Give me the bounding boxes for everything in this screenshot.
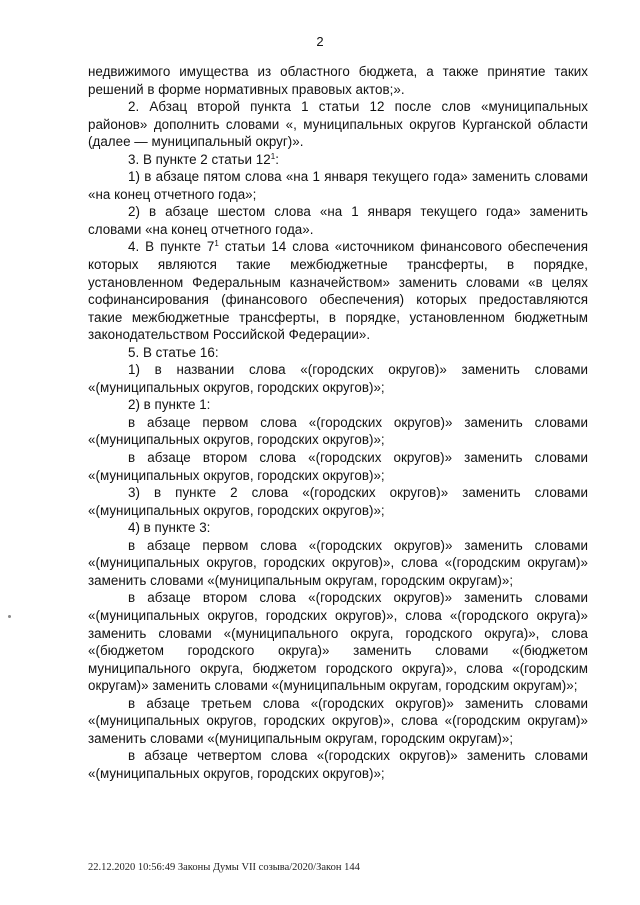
page-footer: 22.12.2020 10:56:49 Законы Думы VII созыва/2020/Закон 144 [88, 862, 360, 873]
superscript: 1 [214, 239, 219, 249]
paragraph-item-2: 2. Абзац второй пункта 1 статьи 12 после слов «муниципальных районов» дополнить словами «, муниципальных округов Курганской области (далее — муниципальный округ)». [88, 99, 588, 150]
paragraph-item-5: 5. В статье 16: [128, 344, 219, 360]
document-body [88, 63, 588, 782]
paragraph-item-4: 4. В пункте $7^1$ статьи 14 слова «источником финансового обеспечения которых являются такие межбюджетные трансферты, в порядке, установленном Федеральным казначейством» заменить словами «в целях софинансирования (финансового обеспечения) которых предоставляются такие межбюджетные трансферты, в порядке, установленном бюджетным законодательством Российской Федерации». [88, 239, 588, 343]
subitem-5-4-c: в абзаце третьем слова «(городских округов)» заменить словами «(муниципальных округов, городских округов)», слова «(городским округам)» заменить словами «(муниципальным округам, городским округам)»; [88, 695, 588, 746]
subitem-5-4-d: в абзаце четвертом слова «(городских округов)» заменить словами «(муниципальных округов, городских округов)»; [88, 748, 588, 781]
subitem-5-4-b: в абзаце втором слова «(городских округов)» заменить словами «(муниципальных округов, городских округов)», слова «(городского округа)» заменить словами «(муниципального округа, городского округа)», слова «(бюджетом городского округа)» заменить словами «(бюджетом муниципального округа, бюджетом городского округа)», слова «(городским округам)» заменить словами «(муниципальным округам, городским округам)»; [88, 590, 588, 694]
superscript: 1 [270, 151, 276, 161]
subitem-5-3: 3) в пункте 2 слова «(городских округов)» заменить словами «(муниципальных округов, городских округов)»; [88, 485, 588, 518]
subitem-5-4-a: в абзаце первом слова «(городских округов)» заменить словами «(муниципальных округов, городских округов)», слова «(городским округам)» заменить словами «(муниципальным округам, городским округам)»; [88, 537, 588, 588]
subitem-5-2: 2) в пункте 1: [128, 397, 211, 413]
page-number: 2 [316, 34, 324, 49]
subitem-5-4: 4) в пункте 3: [128, 520, 211, 536]
subitem-3-2: 2) в абзаце шестом слова «на 1 января текущего года» заменить словами «на конец отчетного года». [88, 204, 588, 237]
paragraph-continuation: недвижимого имущества из областного бюджета, а также принятие таких решений в форме нормативных правовых актов;». [88, 64, 588, 97]
subitem-5-2-b: в абзаце втором слова «(городских округов)» заменить словами «(муниципальных округов, городских округов)»; [88, 450, 588, 483]
subitem-3-1: 1) в абзаце пятом слова «на 1 января текущего года» заменить словами «на конец отчетного года»; [88, 169, 588, 202]
margin-mark [8, 615, 11, 618]
paragraph-item-3: 3. В пункте 2 статьи $12^1$: [128, 151, 279, 167]
subitem-5-1: 1) в названии слова «(городских округов)» заменить словами «(муниципальных округов, городских округов)»; [88, 362, 588, 395]
subitem-5-2-a: в абзаце первом слова «(городских округов)» заменить словами «(муниципальных округов, городских округов)»; [88, 414, 588, 448]
